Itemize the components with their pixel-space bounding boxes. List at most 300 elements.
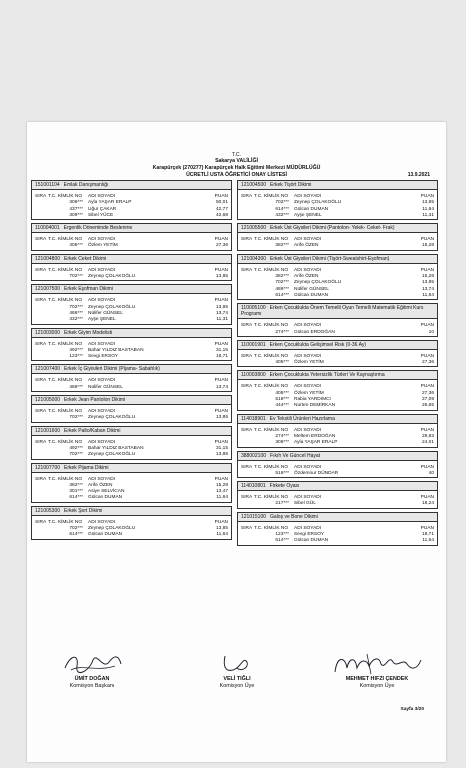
course-name: Erken Çocuklukta Yetersizlik Türleri Ve Kaynaştırma (269, 372, 385, 379)
row-puan: 11,64 (422, 292, 434, 298)
row-tc: 274*** (275, 433, 289, 439)
row-name: Zeynep ÇOLAKOĞLU (88, 452, 136, 458)
column-header-puan: PUAN (420, 495, 434, 501)
row-puan: 11,64 (422, 206, 434, 212)
course-code: 121015100 (241, 513, 267, 520)
course-title-bar (32, 181, 231, 190)
course-section (237, 303, 438, 337)
row-puan: 15,28 (421, 243, 434, 249)
course-code: 121001600 (35, 427, 61, 434)
course-name: Erkek Jean Pantolon Dikimi (64, 397, 126, 404)
course-section (31, 395, 232, 423)
course-title-bar (238, 482, 437, 491)
row-name: Nülifer GÜNSEL (88, 384, 123, 390)
signature-2-icon (207, 650, 267, 676)
column-header-puan: PUAN (214, 519, 228, 525)
row-puan: 27,36 (215, 243, 228, 249)
column-header-sira: SIRA (35, 267, 47, 273)
column-header-tc: T.C. KİMLİK NO (48, 194, 83, 199)
course-name: Erken Çocuklukta Gelişimsel Risk (0-36 Ay) (269, 341, 366, 348)
column-header-name: ADI SOYADI (294, 427, 322, 433)
table-row (32, 385, 231, 391)
row-name: Arife ÖZEN (294, 243, 319, 249)
course-section (31, 364, 232, 392)
row-name: Gülcan DUMAN (294, 538, 329, 544)
table-row (32, 495, 231, 501)
column-header-name: ADI SOYADI (88, 519, 116, 525)
course-code: 121007700 (35, 464, 61, 471)
row-tc: 432*** (69, 317, 83, 323)
table-row (238, 538, 437, 544)
table-row (32, 274, 231, 280)
column-header-puan: PUAN (420, 323, 434, 329)
table-row (32, 532, 231, 538)
row-tc: 382*** (275, 243, 289, 249)
row-puan: 42,68 (215, 212, 228, 218)
table-row (32, 243, 231, 249)
column-header-sira: SIRA (35, 439, 47, 445)
column-header-name: ADI SOYADI (294, 525, 322, 531)
table-row (32, 213, 231, 219)
table-row (238, 403, 437, 409)
row-tc: 486*** (69, 384, 83, 390)
column-header-sira: SIRA (241, 194, 253, 199)
course-section (31, 328, 232, 362)
row-puan: 40 (428, 470, 434, 476)
row-name: Nülifer GÜNSEL (294, 286, 329, 292)
row-puan: 27,36 (421, 360, 434, 366)
course-name: Fıkıh Ve Güncel Hayat (270, 452, 321, 459)
row-tc: 702*** (69, 274, 83, 280)
table-row (238, 213, 437, 219)
list-date: 13.9.2021 (407, 172, 430, 178)
row-name: Gülcan DUMAN (294, 206, 329, 212)
column-header-puan: PUAN (214, 341, 228, 347)
row-name: Sevgi ERSOY (294, 532, 325, 538)
course-code: 388002100 (241, 452, 267, 459)
row-tc: 309*** (69, 212, 83, 218)
column-header-sira: SIRA (241, 323, 253, 329)
column-header-tc: T.C. KİMLİK NO (254, 464, 289, 470)
column-header-tc: T.C. KİMLİK NO (48, 439, 83, 445)
column-header-name: ADI SOYADI (294, 384, 322, 390)
course-code: 121005300 (35, 507, 61, 514)
table-row (32, 354, 231, 360)
row-tc: 405*** (69, 243, 83, 249)
course-title-bar (238, 255, 437, 264)
table-row (238, 471, 437, 477)
right-column (237, 180, 438, 549)
column-header-name: ADI SOYADI (88, 476, 116, 482)
column-header-tc: T.C. KİMLİK NO (48, 519, 83, 525)
row-puan: 10 (428, 329, 434, 335)
column-header-puan: PUAN (214, 194, 228, 199)
header-tc: T.C. (231, 152, 242, 158)
column-header-name: ADI SOYADI (294, 194, 322, 199)
row-tc: 702*** (69, 526, 83, 532)
row-name: Sevgi ERSOY (88, 354, 119, 360)
row-tc: 382*** (69, 482, 83, 488)
row-name: Zeynep ÇOLAKOĞLU (88, 526, 136, 532)
row-name: Bahar YILDIZ BASTABAN (88, 445, 144, 451)
column-header-name: ADI SOYADI (294, 495, 322, 501)
column-header-sira: SIRA (241, 267, 253, 273)
course-code: 121004800 (35, 255, 61, 262)
course-section (237, 481, 438, 509)
signer-2-name: VELİ TIĞLI (223, 676, 251, 682)
course-section (237, 223, 438, 251)
row-tc: 123*** (69, 354, 83, 360)
column-header-puan: PUAN (214, 267, 228, 273)
row-name: Gülcan ERDOĞAN (294, 329, 335, 335)
column-header-puan: PUAN (214, 237, 228, 243)
course-section (31, 223, 232, 251)
row-name: Ayla YAŞAR ERALP (88, 200, 132, 206)
row-puan: 13,85 (215, 274, 228, 280)
row-puan: 13,85 (215, 415, 228, 421)
column-header-name: ADI SOYADI (294, 323, 322, 329)
course-name: Erkek Eşofman Dikimi (64, 286, 113, 293)
row-puan: 11,31 (422, 212, 434, 218)
column-header-sira: SIRA (241, 237, 253, 243)
row-puan: 11,64 (216, 532, 228, 538)
page-number: Sayfa 3/20 (400, 707, 424, 712)
course-name: Ev Tekstili Ürünleri Hazırlama (269, 415, 335, 422)
row-tc: 405*** (275, 390, 289, 396)
row-tc: 702*** (69, 304, 83, 310)
column-header-name: ADI SOYADI (88, 378, 116, 384)
document-page (27, 122, 446, 762)
list-title: ÜCRETLİ USTA ÖĞRETİCİ ONAY LİSTESİ (186, 172, 287, 178)
column-header-tc: T.C. KİMLİK NO (254, 237, 289, 243)
row-name: Özlem YETİM (294, 360, 324, 366)
course-section (31, 463, 232, 503)
course-title-bar (32, 329, 231, 338)
row-puan: 13,74 (421, 286, 434, 292)
signer-3-name: MEHMET HIFZI ÇENDEK (345, 676, 409, 682)
column-header-name: ADI SOYADI (294, 267, 322, 273)
column-header-sira: SIRA (35, 298, 47, 304)
signer-3-role: Komisyon Üye (359, 683, 395, 689)
row-puan: 27,36 (421, 390, 434, 396)
row-name: Zeynep ÇOLAKOĞLU (294, 200, 342, 206)
row-name: Nülifer GÜNSEL (88, 310, 123, 316)
column-header-name: ADI SOYADI (88, 439, 116, 445)
row-tc: 614*** (69, 495, 83, 501)
row-name: Bahar YILDIZ BASTABAN (88, 347, 144, 353)
table-row (238, 243, 437, 249)
signer-1-role: Komisyon Başkanı (69, 683, 115, 689)
row-name: Özlem YETİM (88, 243, 118, 249)
row-puan: 31,15 (215, 347, 228, 353)
column-header-name: ADI SOYADI (88, 267, 116, 273)
row-tc: 614*** (275, 206, 289, 212)
column-header-name: ADI SOYADI (294, 464, 322, 470)
course-code: 121005500 (241, 225, 267, 232)
course-name: Erkek Ceket Dikimi (64, 255, 107, 262)
course-code: 121005000 (35, 397, 61, 404)
column-header-puan: PUAN (420, 384, 434, 390)
row-puan: 15,28 (215, 482, 228, 488)
row-tc: 444*** (275, 403, 289, 409)
column-header-tc: T.C. KİMLİK NO (48, 267, 83, 273)
column-header-sira: SIRA (35, 476, 47, 482)
row-puan: 15,28 (421, 274, 434, 280)
row-puan: 18,71 (421, 532, 434, 538)
course-section (237, 180, 438, 220)
row-tc: 702*** (275, 200, 289, 206)
course-name: Erkek Palto/Kaban Dikimi (64, 427, 121, 434)
row-puan: 13,74 (215, 384, 228, 390)
row-tc: 405*** (275, 360, 289, 366)
signature-block-2 (172, 650, 302, 690)
course-name: Erkek Giyim Modelisti (64, 329, 113, 336)
row-name: Özdemnur DÜNDAR (294, 470, 339, 476)
course-name: Firkete Oyası (269, 483, 300, 490)
course-name: Galoş ve Bone Dikimi (270, 513, 318, 520)
column-header-name: ADI SOYADI (294, 353, 322, 359)
signature-block-1 (27, 650, 157, 690)
course-code: 151001104 (35, 182, 60, 188)
course-code: 121007500 (35, 286, 61, 293)
row-puan: 13,85 (421, 280, 434, 286)
row-puan: 13,74 (215, 310, 228, 316)
column-header-puan: PUAN (214, 378, 228, 384)
course-section (31, 254, 232, 282)
column-header-name: ADI SOYADI (88, 298, 116, 304)
course-title-bar (32, 255, 231, 264)
column-header-puan: PUAN (420, 237, 434, 243)
column-header-sira: SIRA (241, 353, 253, 359)
row-tc: 492*** (69, 347, 83, 353)
signer-2-role: Komisyon Üye (219, 683, 255, 689)
course-title-bar (238, 513, 437, 522)
row-tc: 614*** (275, 538, 289, 544)
row-puan: 50,01 (215, 200, 228, 206)
column-header-sira: SIRA (35, 409, 47, 415)
row-name: Gülcan DUMAN (294, 292, 329, 298)
course-code: 121004500 (241, 182, 267, 188)
row-tc: 382*** (275, 274, 289, 280)
column-header-tc: T.C. KİMLİK NO (254, 427, 289, 433)
course-section (237, 451, 438, 479)
row-name: Zeynep ÇOLAKOĞLU (88, 274, 136, 280)
column-header-tc: T.C. KİMLİK NO (254, 323, 289, 329)
row-name: Zeynep ÇOLAKOĞLU (294, 280, 342, 286)
column-header-tc: T.C. KİMLİK NO (254, 353, 289, 359)
course-title-bar (32, 224, 231, 233)
row-name: Nurten DEMİRKAN (294, 403, 336, 409)
column-header-sira: SIRA (241, 384, 253, 390)
column-header-puan: PUAN (420, 464, 434, 470)
row-tc: 486*** (69, 310, 83, 316)
course-title-bar (32, 507, 231, 516)
row-tc: 702*** (69, 452, 83, 458)
column-header-puan: PUAN (420, 525, 434, 531)
row-name: Sibel GÜL (294, 501, 316, 507)
course-name: Erkek Şort Dikimi (64, 507, 103, 514)
signature-block-3 (312, 650, 442, 690)
table-row (238, 293, 437, 299)
course-code: 110005100 (241, 305, 266, 312)
course-code: 114010801 (241, 483, 266, 490)
row-name: Ayla YAŞAR ERALP (294, 440, 338, 446)
course-name: Erkek Üst Giysileri Dikimi (Tişört-Sweatshirt-Eşofman) (270, 255, 390, 262)
column-header-tc: T.C. KİMLİK NO (48, 237, 83, 243)
column-header-sira: SIRA (35, 237, 47, 243)
course-code: 114018901 (241, 415, 266, 422)
row-puan: 13,85 (215, 304, 228, 310)
course-title-bar (238, 181, 437, 190)
column-header-name: ADI SOYADI (88, 237, 116, 243)
row-tc: 486*** (275, 286, 289, 292)
row-puan: 24,01 (421, 440, 434, 446)
row-tc: 306*** (275, 440, 289, 446)
table-row (238, 440, 437, 446)
row-name: Zeynep ÇOLAKOĞLU (88, 304, 136, 310)
course-name: Emlak Danışmanlığı (63, 182, 109, 188)
row-name: Özlem YETİM (294, 390, 324, 396)
column-header-tc: T.C. KİMLİK NO (254, 384, 289, 390)
row-tc: 614*** (69, 532, 83, 538)
row-tc: 437*** (69, 206, 83, 212)
course-section (31, 284, 232, 324)
row-puan: 13,85 (215, 452, 228, 458)
course-section (237, 414, 438, 448)
course-code: 121003000 (35, 329, 61, 336)
column-header-sira: SIRA (241, 464, 253, 470)
column-header-sira: SIRA (35, 341, 47, 347)
row-tc: 306*** (69, 200, 83, 206)
course-section (237, 340, 438, 368)
document-header (27, 152, 446, 171)
course-section (237, 370, 438, 410)
header-directorate: Karapürçek (270277) Karapürçek Halk Eğitimi Merkezi MÜDÜRLÜĞÜ (152, 164, 321, 171)
course-code: 110004001 (35, 225, 60, 232)
course-title-bar (238, 304, 437, 319)
table-row (238, 501, 437, 507)
row-name: Uğur ÇAKAR (88, 206, 117, 212)
row-tc: 702*** (69, 415, 83, 421)
row-puan: 11,64 (422, 538, 434, 544)
course-title-bar (238, 341, 437, 350)
course-title-bar (32, 285, 231, 294)
course-name: Erkek Pijama Dikimi (64, 464, 109, 471)
column-header-tc: T.C. KİMLİK NO (48, 341, 83, 347)
row-puan: 31,15 (215, 445, 228, 451)
column-header-puan: PUAN (214, 476, 228, 482)
column-header-puan: PUAN (420, 427, 434, 433)
table-row (32, 452, 231, 458)
row-puan: 13,85 (421, 200, 434, 206)
course-name: Ergenlik Döneminde Beslenme (63, 225, 133, 232)
row-name: Sibel YÜCE (88, 212, 114, 218)
column-header-sira: SIRA (241, 495, 253, 501)
row-puan: 18,71 (215, 354, 228, 360)
table-row (32, 317, 231, 323)
table-row (238, 330, 437, 336)
course-title-bar (32, 464, 231, 473)
row-name: Zeynep ÇOLAKOĞLU (88, 415, 136, 421)
row-puan: 42,77 (215, 206, 228, 212)
column-header-tc: T.C. KİMLİK NO (48, 476, 83, 482)
column-header-sira: SIRA (241, 427, 253, 433)
column-header-tc: T.C. KİMLİK NO (48, 409, 83, 415)
column-header-tc: T.C. KİMLİK NO (254, 495, 289, 501)
row-name: Arife ÖZEN (88, 482, 113, 488)
row-tc: 702*** (275, 280, 289, 286)
header-governorship: Sakarya VALİLİĞİ (215, 158, 258, 165)
signer-1-name: ÜMİT DOĞAN (74, 676, 110, 682)
course-code: 121004300 (241, 255, 267, 262)
course-code: 121007400 (35, 366, 61, 373)
signature-1-icon (57, 650, 127, 676)
course-name: Erkek İç Giyisileri Dikimi (Pijama- Sabahlık) (64, 366, 160, 373)
column-header-sira: SIRA (35, 194, 47, 199)
row-puan: 29,83 (421, 433, 434, 439)
row-name: Asiye SELVİCAN (88, 489, 125, 495)
row-tc: 123*** (275, 532, 289, 538)
course-title-bar (238, 415, 437, 424)
column-header-sira: SIRA (35, 519, 47, 525)
course-section (31, 426, 232, 460)
table-row (238, 360, 437, 366)
column-header-puan: PUAN (214, 409, 228, 415)
course-code: 110003800 (241, 372, 266, 379)
row-name: Gülcan DUMAN (88, 532, 123, 538)
course-title-bar (32, 396, 231, 405)
row-puan: 13,85 (215, 526, 228, 532)
row-puan: 11,64 (216, 495, 228, 501)
column-header-puan: PUAN (420, 353, 434, 359)
column-header-name: ADI SOYADI (88, 194, 116, 199)
course-section (31, 180, 232, 220)
left-column (31, 180, 232, 543)
row-puan: 18,24 (421, 501, 434, 507)
signature-3-icon (327, 650, 427, 676)
column-header-tc: T.C. KİMLİK NO (48, 298, 83, 304)
column-header-puan: PUAN (420, 194, 434, 199)
course-code: 110001901 (241, 341, 266, 348)
course-name: Erken Çocuklukta Önem Temelli Oyun Temelli Matematik Eğitimi Kurs Programı (241, 305, 424, 318)
column-header-tc: T.C. KİMLİK NO (254, 267, 289, 273)
row-tc: 492*** (69, 445, 83, 451)
course-title-bar (238, 452, 437, 461)
row-tc: 432*** (275, 212, 289, 218)
row-name: Gülcan DUMAN (88, 495, 123, 501)
column-header-sira: SIRA (241, 525, 253, 531)
column-header-name: ADI SOYADI (294, 237, 322, 243)
column-header-puan: PUAN (214, 298, 228, 304)
table-row (32, 415, 231, 421)
course-title-bar (238, 371, 437, 380)
column-header-name: ADI SOYADI (88, 341, 116, 347)
row-tc: 301*** (69, 489, 83, 495)
row-tc: 518*** (275, 397, 289, 403)
row-puan: 13,47 (215, 489, 228, 495)
column-header-tc: T.C. KİMLİK NO (254, 194, 289, 199)
column-header-tc: T.C. KİMLİK NO (48, 378, 83, 384)
row-name: Ayşe ŞENEL (88, 317, 116, 323)
row-name: Arife ÖZEN (294, 274, 319, 280)
row-puan: 26,65 (421, 403, 434, 409)
course-title-bar (238, 224, 437, 233)
row-puan: 27,09 (421, 397, 434, 403)
row-name: Meltem ERDOĞAN (294, 433, 336, 439)
row-name: Rabia YARDIMCI (294, 397, 331, 403)
column-header-puan: PUAN (214, 439, 228, 445)
row-tc: 217*** (275, 501, 289, 507)
